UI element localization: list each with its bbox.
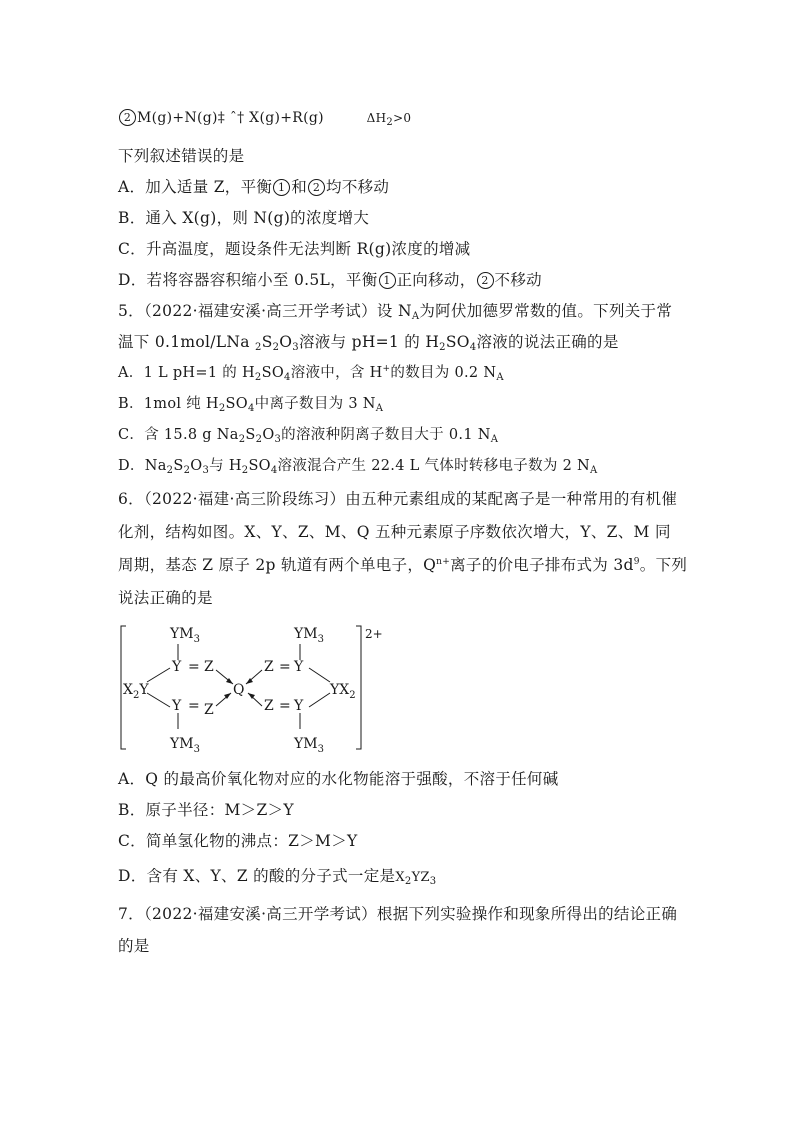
q4-option-d: D．若将容器容积缩小至 0.5L，平衡 1 正向移动， 2 不移动 [118,271,542,289]
label-ym3-top-right: $YM_3$ [294,626,324,645]
bond-x2y-lower [147,693,170,707]
question-5-line-2: 温下 0.1mol/LNa $_2S_2O_3$溶液与 pH=1 的 $H_2SO_4$溶液的说法正确的是 [118,333,619,353]
circled-number-1: 1 [379,272,396,289]
question-6-line-1: 6．（2022·福建·高三阶段练习）由五种元素组成的某配离子是一种常用的有机催 [118,490,678,508]
reaction-text: M(g)+N(g)‡ ˆ† X(g)+R(g) [137,110,324,126]
question-5-line-1: 5．（2022·福建安溪·高三开学考试）设 $N_A$为阿伏加德罗常数的值。下列关于常 [118,302,673,322]
q5-option-b: B．1mol 纯 $H_2SO_4$中离子数目为 3 $N_A$ [118,396,384,414]
double-bond-3: = [279,659,291,675]
atom-y-4: Y [294,698,304,714]
double-bond-1: = [188,659,200,675]
label-ym3-bottom-right: $YM_3$ [294,736,324,755]
q5-option-c: C．含 15.8 g $Na_2S_2O_3$的溶液种阴离子数目大于 0.1 $N_A$ [118,427,499,445]
q6-option-a: A．Q 的最高价氧化物对应的水化物能溶于强酸，不溶于任何碱 [118,770,559,788]
q5-option-d: D．$Na_2S_2O_3$与 $H_2SO_4$溶液混合产生 22.4 L 气体时转移电子数为 2 $N_A$ [118,458,598,476]
ion-charge: 2+ [365,627,383,641]
question-6-line-2: 化剂，结构如图。X、Y、Z、M、Q 五种元素原子序数依次增大，Y、Z、M 同 [118,523,671,541]
question-4-stem: 下列叙述错误的是 [118,147,245,165]
bond-yx2-upper [309,668,330,682]
atom-z-1: Z [204,659,214,675]
atom-y-1: Y [172,659,182,675]
q6-option-b: B．原子半径：M＞Z＞Y [118,801,294,819]
label-ym3-top-left: $YM_3$ [170,626,200,645]
atom-z-4: Z [264,698,274,714]
atom-z-2: Z [204,702,214,718]
atom-z-3: Z [264,659,274,675]
circled-number-2: 2 [477,272,494,289]
bond-yx2-lower [309,693,330,707]
question-7-line-1: 7．（2022·福建安溪·高三开学考试）根据下列实验操作和现象所得出的结论正确 [118,905,678,923]
atom-y-3: Y [294,659,304,675]
question-7-line-2: 的是 [118,937,150,955]
enthalpy-change: $\Delta H_2>0$ [366,111,412,128]
circled-number-2: 2 [308,179,325,196]
q5-option-a: A．1 L pH=1 的 $H_2SO_4$溶液中，含 H+的数目为 0.2 $N_A$ [118,364,504,383]
circled-number-1: 1 [273,179,290,196]
q4-option-b: B．通入 X(g)，则 N(g)的浓度增大 [118,209,370,227]
q4-option-c: C．升高温度，题设条件无法判断 R(g)浓度的增减 [118,240,471,258]
atom-q: Q [233,682,245,698]
q6-option-c: C．简单氢化物的沸点：Z＞M＞Y [118,832,358,850]
q6-option-d: D．含有 X、Y、Z 的酸的分子式一定是$X_2YZ_3$ [118,867,437,887]
formula: $X_2YZ_3$ [395,870,437,887]
circled-number-2: 2 [119,109,136,126]
label-ym3-bottom-left: $YM_3$ [170,736,200,755]
complex-ion-structure [118,622,408,757]
question-6-line-4: 说法正确的是 [118,589,213,607]
label-yx2: $YX_2$ [330,682,356,701]
label-x2y: $X_2Y$ [123,682,149,701]
question-6-line-3: 周期，基态 Z 原子 2p 轨道有两个单电子，$Q^{n+}$离子的价电子排布式为 $3d^9$。下列 [118,556,688,574]
atom-y-2: Y [172,698,182,714]
right-bracket [356,626,361,749]
q4-option-a: A．加入适量 Z，平衡 1 和 2 均不移动 [118,178,390,196]
double-bond-4: = [279,698,291,714]
structure-diagram [118,622,408,757]
double-bond-2: = [188,698,200,714]
equation-2 [118,108,411,128]
bond-x2y-upper [147,668,170,682]
